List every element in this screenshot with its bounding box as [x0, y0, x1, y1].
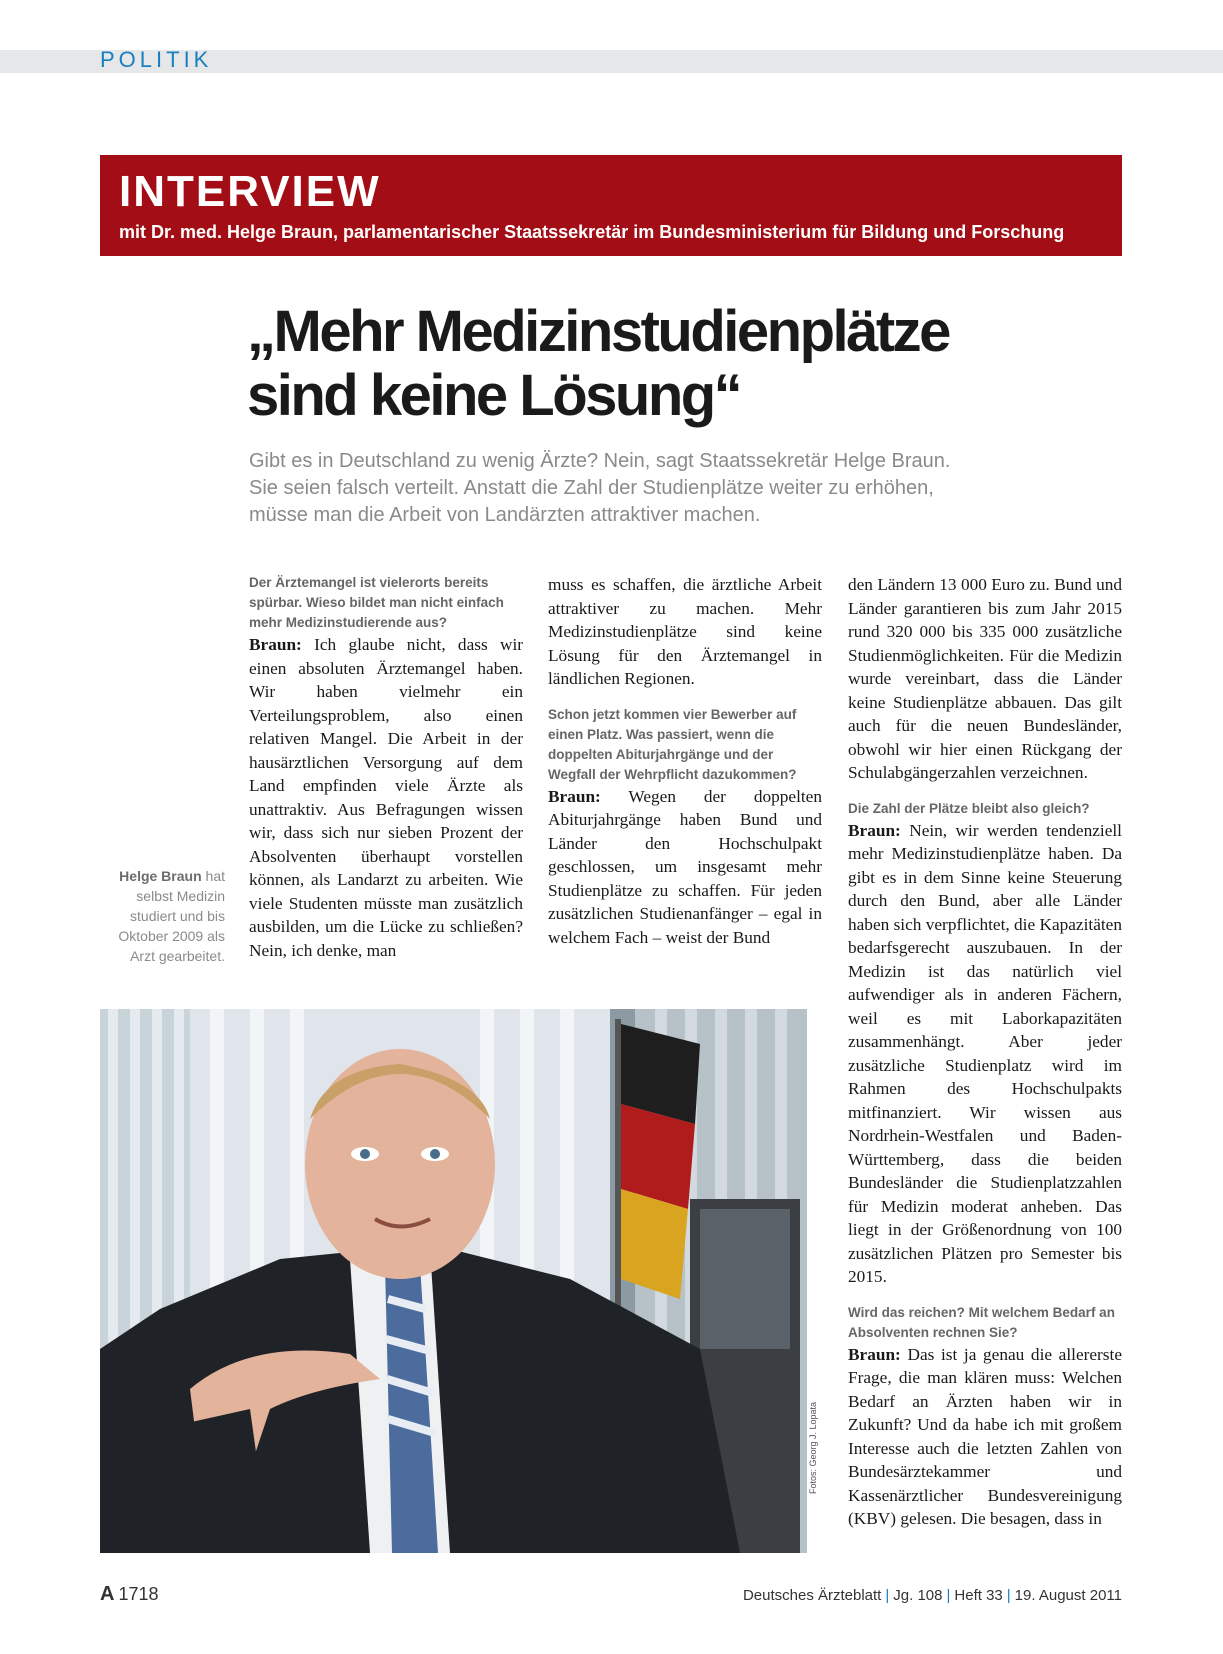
photo-caption [100, 866, 225, 966]
headline-line: sind keine Lösung“ [247, 363, 741, 428]
page-number-value: 1718 [118, 1584, 159, 1604]
publication-volume: Jg. 108 [893, 1587, 943, 1604]
footer-separator: | [946, 1587, 951, 1604]
speaker-label: Braun: [548, 786, 601, 806]
photo-credit-text: Fotos: Georg J. Lopata [808, 1401, 818, 1494]
answer-text: Das ist ja genau die allererste Frage, die man klären muss: Welchen Bedarf an Ärzten haben wir in Zukunft? Und da habe ich mit großem Interesse auch die letzten Zahlen von Bundesärztekammer und Kassenärztlicher Bundesvereinigung (KBV) gelesen. Die besagen, dass in [848, 1344, 1122, 1528]
headline-line: „Mehr Medizinstudienplätze [247, 299, 949, 364]
article-lead [249, 448, 1129, 529]
banner-subtitle: mit Dr. med. Helge Braun, parlamentarischer Staatssekretär im Bundesministerium für Bildung und Forschung [119, 222, 1065, 242]
footer-separator: | [1006, 1587, 1011, 1604]
caption-text: hat selbst Medizin studiert und bis Oktober 2009 als Arzt gearbeitet. [118, 868, 225, 964]
answer-continued: muss es schaffen, die ärztliche Arbeit attraktiver zu machen. Mehr Medizinstudienplätze sind keine Lösung für den Ärztemangel in ländlichen Regionen. [548, 575, 822, 688]
publication-name: Deutsches Ärzteblatt [742, 1587, 882, 1604]
banner-title: INTERVIEW [119, 167, 381, 216]
interview-answer [848, 1343, 1122, 1531]
answer-text: Nein, wir werden tendenziell mehr Medizinstudienplätze haben. Da gibt es in dem Sinne keine Steuerung durch den Bund, aber alle Länder haben sich verpflichtet, die Kapazitäten bedarfsgerecht auszubauen. In der Medizin ist das natürlich viel aufwendiger als in anderen Fächern, weil es mit Laborkapazitäten zusammenhängt. Aber jeder zusätzliche Studienplatz wird im Rahmen des Hochschulpakts mitfinanziert. Wir wissen aus Nordrhein-Westfalen und Baden-Württemberg, dass die beiden Bundesländer die Studienplatzzahlen für Medizin moderat anheben. Das liegt in der Größenordnung von 100 zusätzlichen Plätzen pro Semester bis 2015. [848, 820, 1122, 1286]
footer-separator: | [885, 1587, 890, 1604]
speaker-label: Braun: [848, 820, 901, 840]
interview-photo [100, 1009, 807, 1553]
interview-answer [249, 633, 523, 962]
answer-text: Ich glaube nicht, dass wir einen absoluten Ärztemangel haben. Wir haben vielmehr ein Verteilungsproblem, also einen relativen Mangel. Die Arbeit in der hausärztlichen Versorgung auf dem Land empfinden viele Ärzte als unattraktiv. Aus Befragungen wissen wir, dass sich nur sieben Prozent der Absolventen überhaupt vorstellen können, als Landarzt zu arbeiten. Wie viele Studenten müsste man zusätzlich ausbilden, um die Lücke zu schließen? Nein, ich denke, man [249, 635, 523, 960]
interview-question: Der Ärztemangel ist vielerorts bereits spürbar. Wieso bildet man nicht einfach mehr Medizinstudierende aus? [249, 575, 504, 630]
speaker-label: Braun: [848, 1344, 901, 1364]
speaker-label: Braun: [249, 635, 302, 654]
lead-line: müsse man die Arbeit von Landärzten attraktiver machen. [249, 504, 761, 526]
text-column-3 [848, 573, 1122, 1531]
interview-question: Die Zahl der Plätze bleibt also gleich? [848, 800, 1090, 816]
photo-credit [808, 1401, 824, 1574]
publication-issue: Heft 33 [954, 1587, 1003, 1604]
answer-continued: den Ländern 13 000 Euro zu. Bund und Länder garantieren bis zum Jahr 2015 rund 320 000 bis 335 000 zusätzliche Studienmöglichkeiten. Für die Medizin wurde vereinbart, dass die Länder keine Studienplätze abbauen. Das gilt auch für die neuen Bundesländer, obwohl wir hier einen Rückgang der Schulabgängerzahlen verzeichnen. [848, 575, 1122, 782]
text-column-2 [548, 573, 822, 949]
text-column-1 [249, 573, 523, 962]
section-label: POLITIK [100, 47, 213, 72]
page-number [100, 1583, 159, 1606]
publication-date: 19. August 2011 [1014, 1587, 1122, 1604]
caption-name: Helge Braun [119, 868, 202, 884]
lead-line: Sie seien falsch verteilt. Anstatt die Zahl der Studienplätze weiter zu erhöhen, [249, 477, 934, 499]
interview-question: Wird das reichen? Mit welchem Bedarf an Absolventen rechnen Sie? [848, 1304, 1115, 1340]
article-headline [247, 300, 1047, 428]
interview-answer [848, 819, 1122, 1289]
page-prefix: A [100, 1583, 115, 1605]
answer-text: Wegen der doppelten Abiturjahrgänge haben Bund und Länder den Hochschulpakt geschlossen, um insgesamt mehr Studienplätze zu schaffen. Für jeden zusätzlichen Studienanfänger – egal in welchem Fach – weist der Bund [548, 786, 822, 947]
interview-answer [548, 785, 822, 950]
lead-line: Gibt es in Deutschland zu wenig Ärzte? Nein, sagt Staatssekretär Helge Braun. [249, 450, 951, 472]
interview-question: Schon jetzt kommen vier Bewerber auf einen Platz. Was passiert, wenn die doppelten Abiturjahrgänge und der Wegfall der Wehrpflicht dazukommen? [548, 706, 797, 782]
publication-info [743, 1587, 1122, 1604]
interview-banner [100, 155, 1122, 256]
